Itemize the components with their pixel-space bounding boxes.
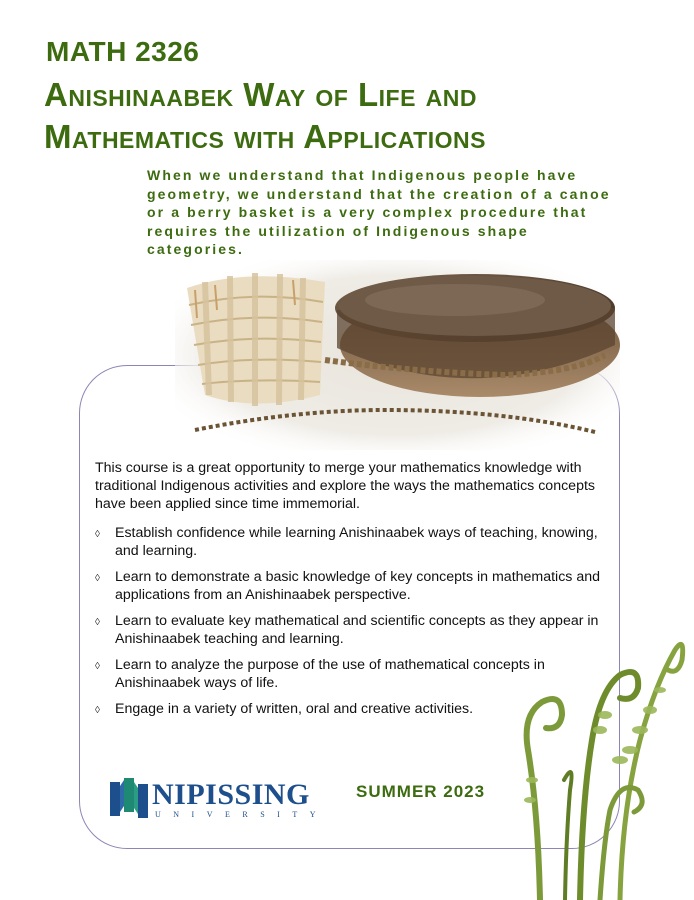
intro-paragraph: This course is a great opportunity to merge your mathematics knowledge with traditional Indigenous activities and explore the ways the mathematics concepts have been applied since time immemorial.: [95, 460, 595, 512]
diamond-bullet-icon: ◊: [95, 529, 100, 540]
diamond-bullet-icon: ◊: [95, 705, 100, 716]
logo-subtitle: UNIVERSITY: [155, 810, 328, 819]
list-item-text: Engage in a variety of written, oral and creative activities.: [115, 701, 474, 717]
course-title-line-2: Mathematics with Applications: [44, 118, 486, 155]
list-item-text: Learn to evaluate key mathematical and scientific concepts as they appear in Anishinaabek teaching and learning.: [115, 613, 599, 647]
semester-label: SUMMER 2023: [356, 782, 486, 801]
diamond-bullet-icon: ◊: [95, 617, 100, 628]
fern-fiddlehead-illustration: [470, 580, 694, 900]
course-code: MATH 2326: [46, 36, 200, 67]
course-title-line-1: Anishinaabek Way of Life and: [44, 76, 477, 113]
nipissing-logo: [108, 776, 150, 820]
logo-wordmark: NIPISSING: [152, 778, 310, 811]
list-item-text: Learn to demonstrate a basic knowledge of key concepts in mathematics and applications from an Anishinaabek perspective.: [115, 569, 601, 603]
diamond-bullet-icon: ◊: [95, 573, 100, 584]
basket-and-drum-photo: [175, 260, 620, 450]
quote: When we understand that Indigenous people have geometry, we understand that the creation of a canoe or a berry basket is a very complex procedure that requires the utilization of Indigenous shape categories.: [147, 167, 611, 257]
list-item-text: Establish confidence while learning Anishinaabek ways of teaching, knowing, and learning.: [115, 525, 598, 559]
list-item-text: Learn to analyze the purpose of the use of mathematical concepts in Anishinaabek ways of life.: [115, 657, 545, 691]
list-item: [95, 524, 610, 560]
diamond-bullet-icon: ◊: [95, 661, 100, 672]
